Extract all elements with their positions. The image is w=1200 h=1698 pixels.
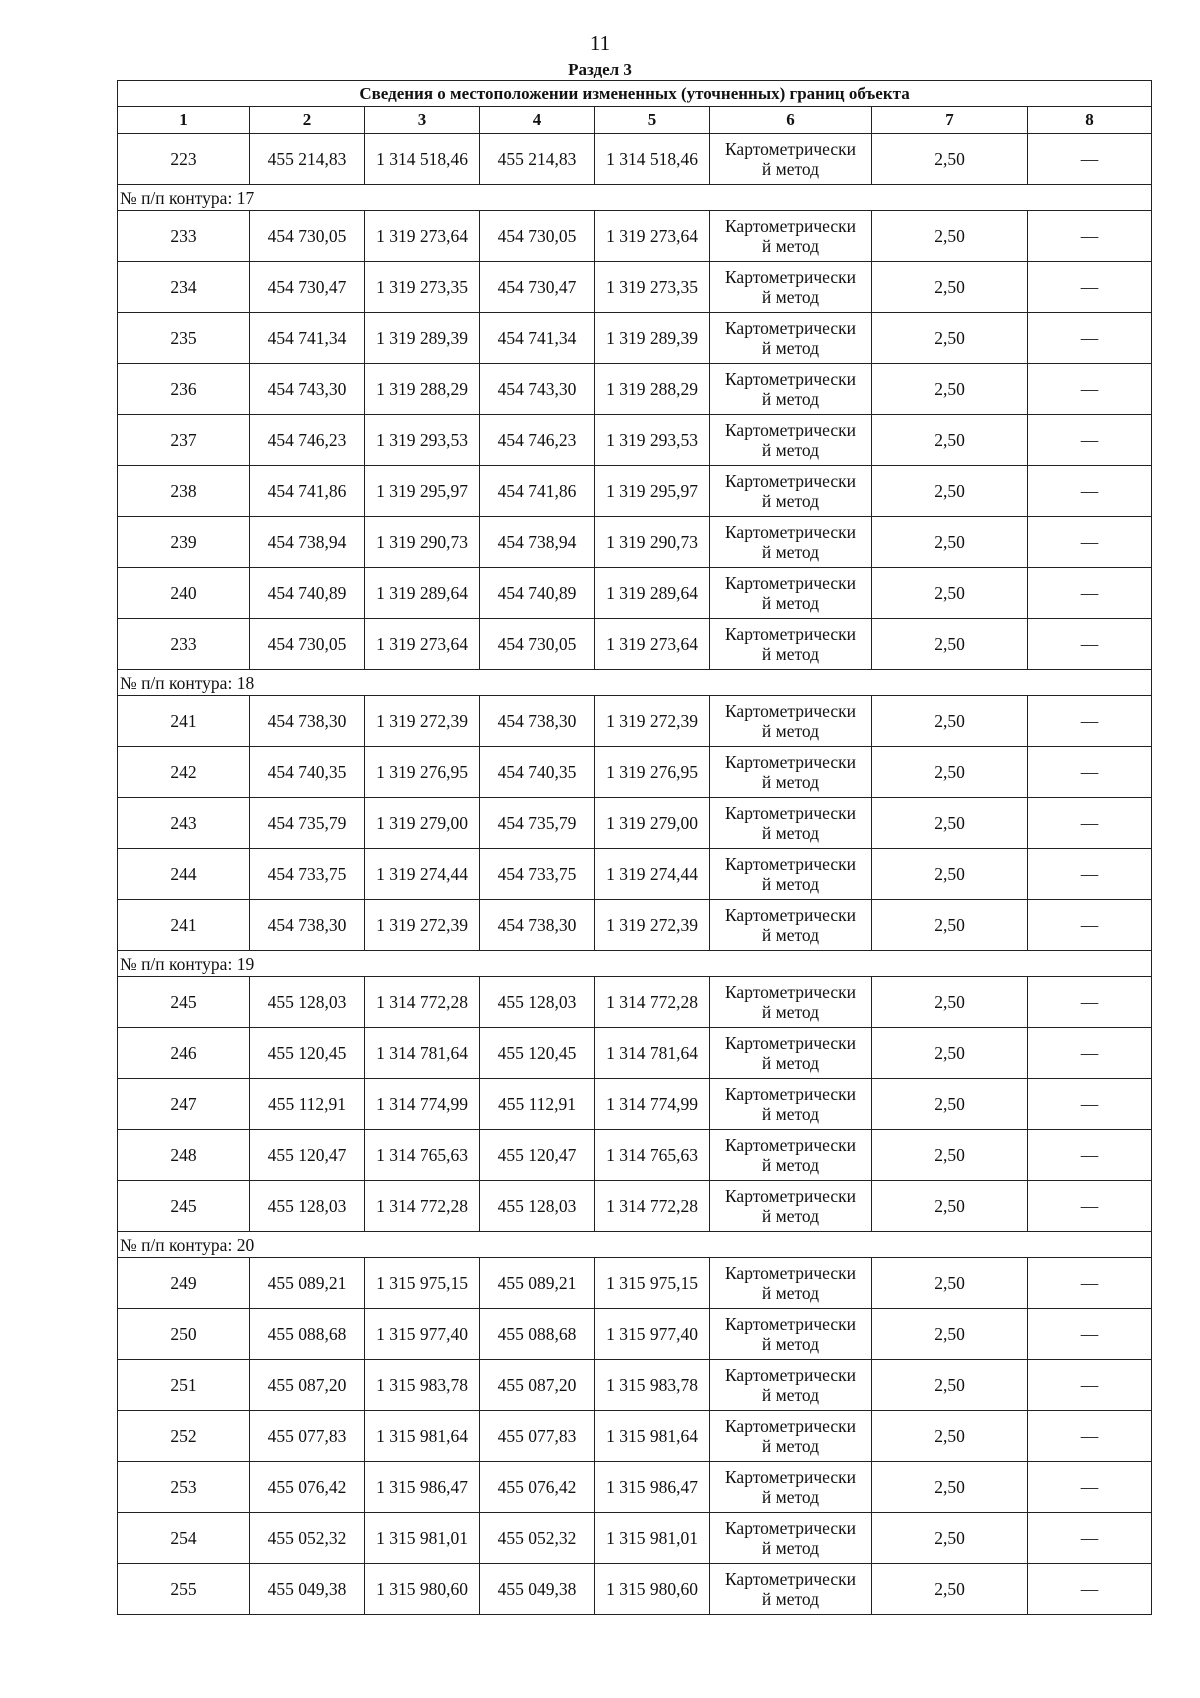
table-row <box>118 1309 1152 1360</box>
point-number-cell: 233 <box>118 619 250 670</box>
accuracy-cell: 2,50 <box>872 568 1028 619</box>
y-existing-cell: 1 319 295,97 <box>365 466 480 517</box>
table-row <box>118 747 1152 798</box>
point-number-cell: 223 <box>118 134 250 185</box>
method-cell: Картометрически й метод <box>710 1462 872 1513</box>
x-new-cell: 455 052,32 <box>480 1513 595 1564</box>
point-number-cell: 240 <box>118 568 250 619</box>
description-cell: — <box>1028 1079 1152 1130</box>
point-number-cell: 255 <box>118 1564 250 1615</box>
y-new-cell: 1 315 983,78 <box>595 1360 710 1411</box>
description-cell: — <box>1028 415 1152 466</box>
point-number-cell: 245 <box>118 1181 250 1232</box>
description-cell: — <box>1028 798 1152 849</box>
description-cell: — <box>1028 1513 1152 1564</box>
x-existing-cell: 454 746,23 <box>250 415 365 466</box>
accuracy-cell: 2,50 <box>872 1181 1028 1232</box>
table-body <box>118 81 1152 1615</box>
section-title: Раздел 3 <box>568 60 632 79</box>
y-new-cell: 1 319 273,64 <box>595 619 710 670</box>
method-cell: Картометрически й метод <box>710 364 872 415</box>
table-row <box>118 466 1152 517</box>
y-existing-cell: 1 319 290,73 <box>365 517 480 568</box>
accuracy-cell: 2,50 <box>872 466 1028 517</box>
table-row <box>118 568 1152 619</box>
y-new-cell: 1 319 290,73 <box>595 517 710 568</box>
accuracy-cell: 2,50 <box>872 1513 1028 1564</box>
column-number: 3 <box>365 107 480 134</box>
table-row <box>118 977 1152 1028</box>
x-new-cell: 454 738,30 <box>480 696 595 747</box>
table-row <box>118 1411 1152 1462</box>
x-existing-cell: 454 740,89 <box>250 568 365 619</box>
x-existing-cell: 454 730,05 <box>250 619 365 670</box>
y-existing-cell: 1 319 273,64 <box>365 211 480 262</box>
x-existing-cell: 455 120,45 <box>250 1028 365 1079</box>
y-existing-cell: 1 315 981,01 <box>365 1513 480 1564</box>
description-cell: — <box>1028 1564 1152 1615</box>
point-number-cell: 243 <box>118 798 250 849</box>
y-existing-cell: 1 315 980,60 <box>365 1564 480 1615</box>
x-new-cell: 454 735,79 <box>480 798 595 849</box>
x-existing-cell: 455 052,32 <box>250 1513 365 1564</box>
method-cell: Картометрически й метод <box>710 466 872 517</box>
column-number: 4 <box>480 107 595 134</box>
y-existing-cell: 1 315 981,64 <box>365 1411 480 1462</box>
accuracy-cell: 2,50 <box>872 798 1028 849</box>
y-existing-cell: 1 314 781,64 <box>365 1028 480 1079</box>
y-new-cell: 1 315 975,15 <box>595 1258 710 1309</box>
x-existing-cell: 454 738,30 <box>250 696 365 747</box>
description-cell: — <box>1028 313 1152 364</box>
table-row <box>118 364 1152 415</box>
contour-header-row <box>118 1232 1152 1258</box>
y-new-cell: 1 319 272,39 <box>595 696 710 747</box>
accuracy-cell: 2,50 <box>872 313 1028 364</box>
point-number-cell: 247 <box>118 1079 250 1130</box>
x-new-cell: 455 087,20 <box>480 1360 595 1411</box>
x-new-cell: 455 128,03 <box>480 977 595 1028</box>
x-existing-cell: 455 128,03 <box>250 1181 365 1232</box>
x-new-cell: 454 730,05 <box>480 619 595 670</box>
method-cell: Картометрически й метод <box>710 1028 872 1079</box>
method-cell: Картометрически й метод <box>710 747 872 798</box>
method-cell: Картометрически й метод <box>710 1360 872 1411</box>
accuracy-cell: 2,50 <box>872 1258 1028 1309</box>
table-caption-row <box>118 81 1152 107</box>
description-cell: — <box>1028 747 1152 798</box>
description-cell: — <box>1028 211 1152 262</box>
x-existing-cell: 454 743,30 <box>250 364 365 415</box>
x-existing-cell: 455 076,42 <box>250 1462 365 1513</box>
boundary-table <box>117 80 1152 1615</box>
x-existing-cell: 455 089,21 <box>250 1258 365 1309</box>
method-cell: Картометрически й метод <box>710 1258 872 1309</box>
contour-label: № п/п контура: 20 <box>118 1232 1152 1258</box>
point-number-cell: 241 <box>118 696 250 747</box>
description-cell: — <box>1028 1462 1152 1513</box>
x-existing-cell: 454 733,75 <box>250 849 365 900</box>
accuracy-cell: 2,50 <box>872 364 1028 415</box>
accuracy-cell: 2,50 <box>872 1411 1028 1462</box>
column-number: 5 <box>595 107 710 134</box>
y-existing-cell: 1 319 289,39 <box>365 313 480 364</box>
x-existing-cell: 455 128,03 <box>250 977 365 1028</box>
description-cell: — <box>1028 568 1152 619</box>
method-cell: Картометрически й метод <box>710 415 872 466</box>
y-existing-cell: 1 319 272,39 <box>365 900 480 951</box>
y-new-cell: 1 315 986,47 <box>595 1462 710 1513</box>
x-existing-cell: 454 735,79 <box>250 798 365 849</box>
method-cell: Картометрически й метод <box>710 1309 872 1360</box>
x-new-cell: 454 740,89 <box>480 568 595 619</box>
y-new-cell: 1 319 273,35 <box>595 262 710 313</box>
y-existing-cell: 1 315 975,15 <box>365 1258 480 1309</box>
y-existing-cell: 1 319 274,44 <box>365 849 480 900</box>
x-new-cell: 454 738,30 <box>480 900 595 951</box>
x-new-cell: 454 741,86 <box>480 466 595 517</box>
description-cell: — <box>1028 977 1152 1028</box>
x-existing-cell: 454 741,86 <box>250 466 365 517</box>
x-new-cell: 454 730,05 <box>480 211 595 262</box>
point-number-cell: 246 <box>118 1028 250 1079</box>
description-cell: — <box>1028 1360 1152 1411</box>
description-cell: — <box>1028 1411 1152 1462</box>
accuracy-cell: 2,50 <box>872 747 1028 798</box>
accuracy-cell: 2,50 <box>872 211 1028 262</box>
x-new-cell: 454 733,75 <box>480 849 595 900</box>
y-new-cell: 1 319 289,39 <box>595 313 710 364</box>
x-new-cell: 454 738,94 <box>480 517 595 568</box>
y-new-cell: 1 319 273,64 <box>595 211 710 262</box>
table-row <box>118 619 1152 670</box>
contour-label: № п/п контура: 18 <box>118 670 1152 696</box>
point-number-cell: 248 <box>118 1130 250 1181</box>
method-cell: Картометрически й метод <box>710 900 872 951</box>
table-row <box>118 1028 1152 1079</box>
method-cell: Картометрически й метод <box>710 1079 872 1130</box>
method-cell: Картометрически й метод <box>710 1130 872 1181</box>
x-existing-cell: 454 730,47 <box>250 262 365 313</box>
x-new-cell: 455 214,83 <box>480 134 595 185</box>
y-new-cell: 1 319 276,95 <box>595 747 710 798</box>
method-cell: Картометрически й метод <box>710 568 872 619</box>
description-cell: — <box>1028 517 1152 568</box>
x-new-cell: 454 730,47 <box>480 262 595 313</box>
y-existing-cell: 1 319 289,64 <box>365 568 480 619</box>
y-existing-cell: 1 315 986,47 <box>365 1462 480 1513</box>
x-existing-cell: 454 738,94 <box>250 517 365 568</box>
accuracy-cell: 2,50 <box>872 900 1028 951</box>
description-cell: — <box>1028 364 1152 415</box>
column-number: 6 <box>710 107 872 134</box>
y-existing-cell: 1 319 288,29 <box>365 364 480 415</box>
point-number-cell: 234 <box>118 262 250 313</box>
accuracy-cell: 2,50 <box>872 849 1028 900</box>
method-cell: Картометрически й метод <box>710 313 872 364</box>
table-row <box>118 1181 1152 1232</box>
accuracy-cell: 2,50 <box>872 1130 1028 1181</box>
table-row <box>118 1258 1152 1309</box>
y-new-cell: 1 315 981,01 <box>595 1513 710 1564</box>
x-existing-cell: 455 120,47 <box>250 1130 365 1181</box>
description-cell: — <box>1028 262 1152 313</box>
method-cell: Картометрически й метод <box>710 977 872 1028</box>
y-new-cell: 1 314 518,46 <box>595 134 710 185</box>
x-new-cell: 455 076,42 <box>480 1462 595 1513</box>
accuracy-cell: 2,50 <box>872 1564 1028 1615</box>
description-cell: — <box>1028 619 1152 670</box>
description-cell: — <box>1028 1028 1152 1079</box>
accuracy-cell: 2,50 <box>872 696 1028 747</box>
point-number-cell: 254 <box>118 1513 250 1564</box>
x-new-cell: 455 049,38 <box>480 1564 595 1615</box>
y-new-cell: 1 315 980,60 <box>595 1564 710 1615</box>
x-existing-cell: 455 087,20 <box>250 1360 365 1411</box>
y-new-cell: 1 319 279,00 <box>595 798 710 849</box>
point-number-cell: 238 <box>118 466 250 517</box>
y-new-cell: 1 315 981,64 <box>595 1411 710 1462</box>
column-number: 8 <box>1028 107 1152 134</box>
table-caption: Сведения о местоположении измененных (уточненных) границ объекта <box>118 81 1152 107</box>
y-existing-cell: 1 319 276,95 <box>365 747 480 798</box>
column-number: 1 <box>118 107 250 134</box>
x-new-cell: 454 746,23 <box>480 415 595 466</box>
table-row <box>118 849 1152 900</box>
point-number-cell: 250 <box>118 1309 250 1360</box>
y-existing-cell: 1 314 772,28 <box>365 1181 480 1232</box>
x-existing-cell: 454 741,34 <box>250 313 365 364</box>
description-cell: — <box>1028 1130 1152 1181</box>
table-row <box>118 1513 1152 1564</box>
y-existing-cell: 1 319 273,35 <box>365 262 480 313</box>
x-existing-cell: 454 730,05 <box>250 211 365 262</box>
table-row <box>118 1360 1152 1411</box>
table-row <box>118 798 1152 849</box>
point-number-cell: 244 <box>118 849 250 900</box>
column-number: 7 <box>872 107 1028 134</box>
method-cell: Картометрически й метод <box>710 1181 872 1232</box>
x-new-cell: 455 120,47 <box>480 1130 595 1181</box>
description-cell: — <box>1028 1258 1152 1309</box>
method-cell: Картометрически й метод <box>710 1411 872 1462</box>
description-cell: — <box>1028 134 1152 185</box>
method-cell: Картометрически й метод <box>710 1513 872 1564</box>
table-row <box>118 211 1152 262</box>
point-number-cell: 242 <box>118 747 250 798</box>
description-cell: — <box>1028 1309 1152 1360</box>
contour-header-row <box>118 951 1152 977</box>
y-new-cell: 1 314 772,28 <box>595 977 710 1028</box>
x-existing-cell: 455 049,38 <box>250 1564 365 1615</box>
y-existing-cell: 1 319 273,64 <box>365 619 480 670</box>
accuracy-cell: 2,50 <box>872 134 1028 185</box>
method-cell: Картометрически й метод <box>710 262 872 313</box>
accuracy-cell: 2,50 <box>872 1360 1028 1411</box>
accuracy-cell: 2,50 <box>872 619 1028 670</box>
y-existing-cell: 1 314 774,99 <box>365 1079 480 1130</box>
description-cell: — <box>1028 466 1152 517</box>
method-cell: Картометрически й метод <box>710 211 872 262</box>
method-cell: Картометрически й метод <box>710 696 872 747</box>
x-new-cell: 455 088,68 <box>480 1309 595 1360</box>
method-cell: Картометрически й метод <box>710 849 872 900</box>
method-cell: Картометрически й метод <box>710 619 872 670</box>
y-new-cell: 1 314 772,28 <box>595 1181 710 1232</box>
table-row <box>118 696 1152 747</box>
x-new-cell: 455 112,91 <box>480 1079 595 1130</box>
method-cell: Картометрически й метод <box>710 517 872 568</box>
point-number-cell: 233 <box>118 211 250 262</box>
y-existing-cell: 1 319 279,00 <box>365 798 480 849</box>
accuracy-cell: 2,50 <box>872 1079 1028 1130</box>
y-existing-cell: 1 315 977,40 <box>365 1309 480 1360</box>
point-number-cell: 236 <box>118 364 250 415</box>
accuracy-cell: 2,50 <box>872 1309 1028 1360</box>
table-row <box>118 1462 1152 1513</box>
column-number: 2 <box>250 107 365 134</box>
y-existing-cell: 1 314 518,46 <box>365 134 480 185</box>
y-new-cell: 1 314 765,63 <box>595 1130 710 1181</box>
y-new-cell: 1 319 272,39 <box>595 900 710 951</box>
table-row <box>118 517 1152 568</box>
x-existing-cell: 455 088,68 <box>250 1309 365 1360</box>
method-cell: Картометрически й метод <box>710 1564 872 1615</box>
y-existing-cell: 1 319 293,53 <box>365 415 480 466</box>
point-number-cell: 253 <box>118 1462 250 1513</box>
method-cell: Картометрически й метод <box>710 134 872 185</box>
y-existing-cell: 1 315 983,78 <box>365 1360 480 1411</box>
description-cell: — <box>1028 900 1152 951</box>
point-number-cell: 239 <box>118 517 250 568</box>
column-number-row <box>118 107 1152 134</box>
point-number-cell: 252 <box>118 1411 250 1462</box>
table-row <box>118 262 1152 313</box>
table-row <box>118 134 1152 185</box>
point-number-cell: 241 <box>118 900 250 951</box>
accuracy-cell: 2,50 <box>872 517 1028 568</box>
contour-label: № п/п контура: 19 <box>118 951 1152 977</box>
x-new-cell: 455 077,83 <box>480 1411 595 1462</box>
description-cell: — <box>1028 849 1152 900</box>
y-new-cell: 1 314 774,99 <box>595 1079 710 1130</box>
table-row <box>118 1079 1152 1130</box>
method-cell: Картометрически й метод <box>710 798 872 849</box>
y-new-cell: 1 319 274,44 <box>595 849 710 900</box>
y-new-cell: 1 319 288,29 <box>595 364 710 415</box>
contour-header-row <box>118 670 1152 696</box>
contour-header-row <box>118 185 1152 211</box>
y-new-cell: 1 319 289,64 <box>595 568 710 619</box>
accuracy-cell: 2,50 <box>872 1462 1028 1513</box>
x-existing-cell: 455 077,83 <box>250 1411 365 1462</box>
y-existing-cell: 1 314 772,28 <box>365 977 480 1028</box>
x-existing-cell: 455 112,91 <box>250 1079 365 1130</box>
table-row <box>118 1564 1152 1615</box>
x-new-cell: 455 089,21 <box>480 1258 595 1309</box>
x-new-cell: 455 120,45 <box>480 1028 595 1079</box>
point-number-cell: 251 <box>118 1360 250 1411</box>
x-new-cell: 454 740,35 <box>480 747 595 798</box>
x-existing-cell: 455 214,83 <box>250 134 365 185</box>
point-number-cell: 249 <box>118 1258 250 1309</box>
accuracy-cell: 2,50 <box>872 1028 1028 1079</box>
table-row <box>118 1130 1152 1181</box>
description-cell: — <box>1028 1181 1152 1232</box>
table-row <box>118 313 1152 364</box>
y-new-cell: 1 315 977,40 <box>595 1309 710 1360</box>
accuracy-cell: 2,50 <box>872 415 1028 466</box>
x-existing-cell: 454 738,30 <box>250 900 365 951</box>
y-existing-cell: 1 319 272,39 <box>365 696 480 747</box>
table-row <box>118 415 1152 466</box>
table-row <box>118 900 1152 951</box>
y-new-cell: 1 319 293,53 <box>595 415 710 466</box>
accuracy-cell: 2,50 <box>872 977 1028 1028</box>
y-new-cell: 1 319 295,97 <box>595 466 710 517</box>
y-existing-cell: 1 314 765,63 <box>365 1130 480 1181</box>
x-new-cell: 455 128,03 <box>480 1181 595 1232</box>
x-new-cell: 454 741,34 <box>480 313 595 364</box>
point-number-cell: 245 <box>118 977 250 1028</box>
point-number-cell: 235 <box>118 313 250 364</box>
description-cell: — <box>1028 696 1152 747</box>
x-new-cell: 454 743,30 <box>480 364 595 415</box>
page-number: 11 <box>589 31 611 55</box>
point-number-cell: 237 <box>118 415 250 466</box>
accuracy-cell: 2,50 <box>872 262 1028 313</box>
x-existing-cell: 454 740,35 <box>250 747 365 798</box>
contour-label: № п/п контура: 17 <box>118 185 1152 211</box>
y-new-cell: 1 314 781,64 <box>595 1028 710 1079</box>
